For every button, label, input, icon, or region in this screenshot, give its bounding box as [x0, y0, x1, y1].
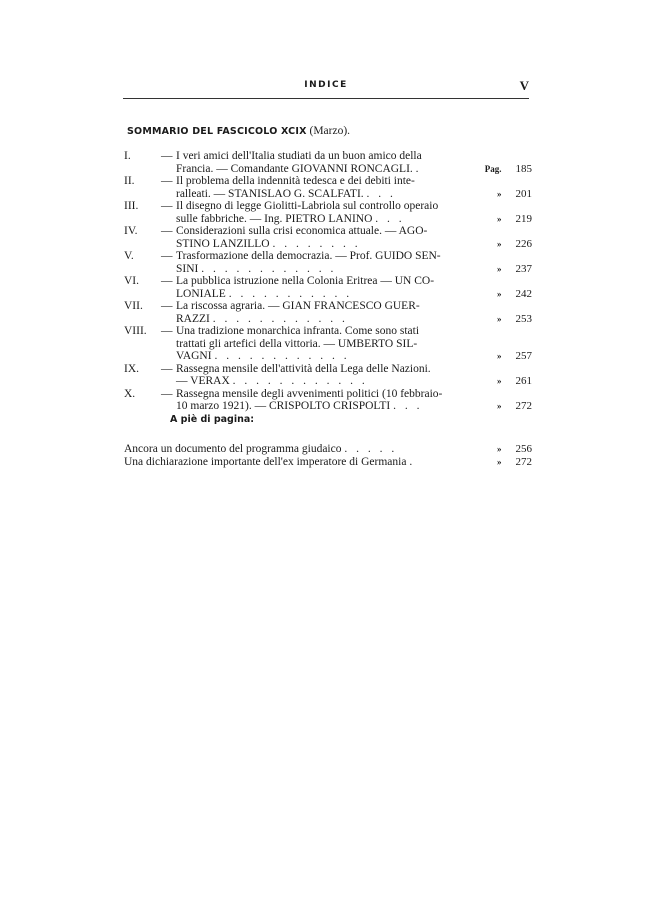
footnote-entry: [124, 443, 532, 456]
toc-entry: [124, 363, 532, 388]
entry-dash: —: [161, 387, 173, 400]
entry-number: X.: [124, 387, 136, 400]
entry-line-text: sulle fabbriche. — Ing. PIETRO LANINO: [176, 212, 373, 225]
entry-line: [176, 375, 476, 388]
entry-line-text: Una tradizione monarchica infranta. Come sono stati: [176, 325, 420, 337]
page-marker: »: [497, 288, 502, 299]
leader-dots: . . .: [366, 187, 396, 200]
entry-line: [176, 288, 476, 301]
entry-dash: —: [161, 362, 173, 375]
entry-text: [176, 325, 476, 363]
page-marker: »: [497, 456, 502, 467]
toc-entry: [124, 225, 532, 250]
entry-line: [176, 263, 476, 276]
leader-dots: . . . . . . . . . . .: [228, 287, 353, 300]
entry-line-text: trattati gli artefici della vittoria. — UMBERTO SIL-: [176, 337, 418, 350]
entry-line-text: STINO LANZILLO: [176, 237, 270, 250]
entry-line: [176, 150, 476, 163]
entry-line: [176, 338, 476, 351]
entry-page: [497, 400, 532, 413]
entry-line: [176, 363, 476, 376]
entry-dash: —: [161, 150, 173, 162]
footnote-entry: [124, 456, 532, 469]
entry-number: V.: [124, 250, 134, 262]
page-value: 226: [515, 237, 532, 250]
entry-line: [176, 175, 476, 188]
page-marker: »: [497, 376, 502, 386]
footnote-text: [124, 456, 415, 469]
entry-line-text: Rassegna mensile dell'attività della Lega delle Nazioni.: [176, 362, 431, 375]
entry-page: [497, 213, 532, 226]
entry-dash: —: [161, 250, 173, 262]
toc-entry: [124, 388, 532, 413]
entry-line: [176, 325, 476, 338]
entry-line-text: — VERAX: [176, 375, 230, 387]
entry-text: [176, 300, 476, 325]
entry-dash: —: [161, 275, 173, 287]
entry-line-text: La riscossa agraria. — GIAN FRANCESCO GUER-: [176, 300, 420, 312]
entry-line: [176, 275, 476, 288]
entry-text: [176, 363, 476, 388]
page-marker: Pag.: [484, 163, 502, 174]
entry-line: [176, 250, 476, 263]
page-marker: »: [497, 188, 502, 199]
page-marker: »: [497, 213, 502, 224]
entry-line: [176, 213, 476, 226]
entry-line: [176, 225, 476, 238]
toc-entry: [124, 175, 532, 200]
leader-dots: . . .: [393, 400, 423, 412]
toc-entry: [124, 325, 532, 363]
entry-page: [485, 163, 532, 176]
entry-text: [176, 250, 476, 275]
entry-dash: —: [161, 175, 173, 187]
entry-line: [176, 163, 476, 176]
footnote-page: [497, 443, 532, 456]
entry-line-text: LONIALE: [176, 287, 226, 300]
leader-dots: .: [415, 162, 422, 175]
page-value: 256: [515, 443, 532, 455]
entry-line: [176, 188, 476, 201]
table-of-contents: [124, 150, 532, 413]
leader-dots: . . .: [375, 212, 405, 225]
section-title-caps: SOMMARIO DEL FASCICOLO XCIX: [127, 126, 307, 137]
leader-dots: . . . . . . . .: [272, 237, 361, 250]
page-value: 201: [515, 187, 532, 200]
toc-entry: [124, 200, 532, 225]
entry-page: [497, 313, 532, 326]
entry-number: VII.: [124, 300, 143, 312]
footnotes-heading: A piè di pagina:: [170, 414, 255, 425]
toc-entry: [124, 275, 532, 300]
entry-line: [176, 350, 476, 363]
page-value: 257: [515, 350, 532, 362]
entry-line-text: RAZZI: [176, 312, 210, 325]
entry-line-text: SINI: [176, 262, 199, 275]
leader-dots: . . . . . . . . . . . .: [232, 375, 368, 387]
entry-line-text: Rassegna mensile degli avvenimenti politici (10 febbraio-: [176, 387, 443, 400]
entry-line-text: Il disegno di legge Giolitti-Labriola sul controllo operaio: [176, 200, 439, 212]
entry-text: [176, 388, 476, 413]
page-number: V: [519, 78, 529, 93]
page-value: 253: [515, 312, 532, 325]
leader-dots: . . . . .: [344, 443, 398, 455]
entry-number: IV.: [124, 225, 138, 237]
entry-text: [176, 225, 476, 250]
entry-line-text: ralleati. — STANISLAO G. SCALFATI.: [176, 187, 364, 200]
entry-number: II.: [124, 175, 135, 187]
entry-line-text: I veri amici dell'Italia studiati da un buon amico della: [176, 150, 422, 162]
page-value: 272: [515, 400, 532, 412]
entry-dash: —: [161, 300, 173, 312]
entry-dash: —: [161, 200, 173, 212]
footnote-page: [497, 456, 532, 469]
footnote-title: Ancora un documento del programma giudaico: [124, 443, 342, 455]
entry-page: [497, 288, 532, 301]
entry-line: [176, 300, 476, 313]
entry-number: VI.: [124, 275, 140, 287]
section-title-month: (Marzo).: [309, 125, 351, 137]
footnote-title: Una dichiarazione importante dell'ex imperatore di Germania: [124, 455, 407, 468]
entry-text: [176, 200, 476, 225]
header-rule: [123, 98, 529, 99]
leader-dots: .: [409, 455, 416, 468]
entry-line: [176, 388, 476, 401]
entry-text: [176, 175, 476, 200]
entry-page: [497, 375, 532, 388]
page-marker: »: [497, 401, 502, 411]
page-marker: »: [497, 263, 502, 274]
entry-dash: —: [161, 225, 173, 237]
page-value: 242: [515, 287, 532, 300]
entry-number: I.: [124, 150, 131, 162]
page-value: 185: [515, 162, 532, 175]
entry-line: [176, 313, 476, 326]
entry-line-text: Il problema della indennità tedesca e dei debiti inte-: [176, 175, 415, 187]
page-marker: »: [497, 444, 502, 454]
entry-line-text: 10 marzo 1921). — CRISPOLTO CRISPOLTI: [176, 400, 391, 412]
entry-line: [176, 238, 476, 251]
entry-page: [497, 350, 532, 363]
entry-number: III.: [124, 200, 139, 212]
entry-line-text: Considerazioni sulla crisi economica attuale. — AGO-: [176, 225, 428, 237]
page-value: 237: [515, 262, 532, 275]
leader-dots: . . . . . . . . . . . .: [212, 312, 348, 325]
entry-line-text: Trasformazione della democrazia. — Prof. GUIDO SEN-: [176, 250, 441, 262]
page-marker: »: [497, 238, 502, 249]
entry-page: [497, 238, 532, 251]
running-title: INDICE: [304, 80, 348, 90]
leader-dots: . . . . . . . . . . . .: [214, 350, 350, 362]
entry-line-text: VAGNI: [176, 350, 212, 362]
toc-entry: [124, 250, 532, 275]
page-value: 261: [515, 375, 532, 387]
entry-page: [497, 263, 532, 276]
footnotes-list: [124, 443, 532, 468]
toc-entry: [124, 150, 532, 175]
page-marker: »: [497, 313, 502, 324]
entry-number: VIII.: [124, 325, 147, 337]
page-header: [123, 80, 529, 98]
footnote-text: [124, 443, 397, 456]
entry-text: [176, 150, 476, 175]
section-title: [127, 125, 350, 137]
entry-page: [497, 188, 532, 201]
entry-line: [176, 200, 476, 213]
entry-dash: —: [161, 325, 173, 337]
page-value: 219: [515, 212, 532, 225]
leader-dots: . . . . . . . . . . . .: [201, 262, 337, 275]
entry-line-text: Francia. — Comandante GIOVANNI RONCAGLI.: [176, 162, 413, 175]
page-marker: »: [497, 351, 502, 361]
entry-number: IX.: [124, 362, 140, 375]
entry-line: [176, 400, 476, 413]
entry-text: [176, 275, 476, 300]
entry-line-text: La pubblica istruzione nella Colonia Eritrea — UN CO-: [176, 275, 435, 287]
toc-entry: [124, 300, 532, 325]
page-value: 272: [515, 455, 532, 468]
